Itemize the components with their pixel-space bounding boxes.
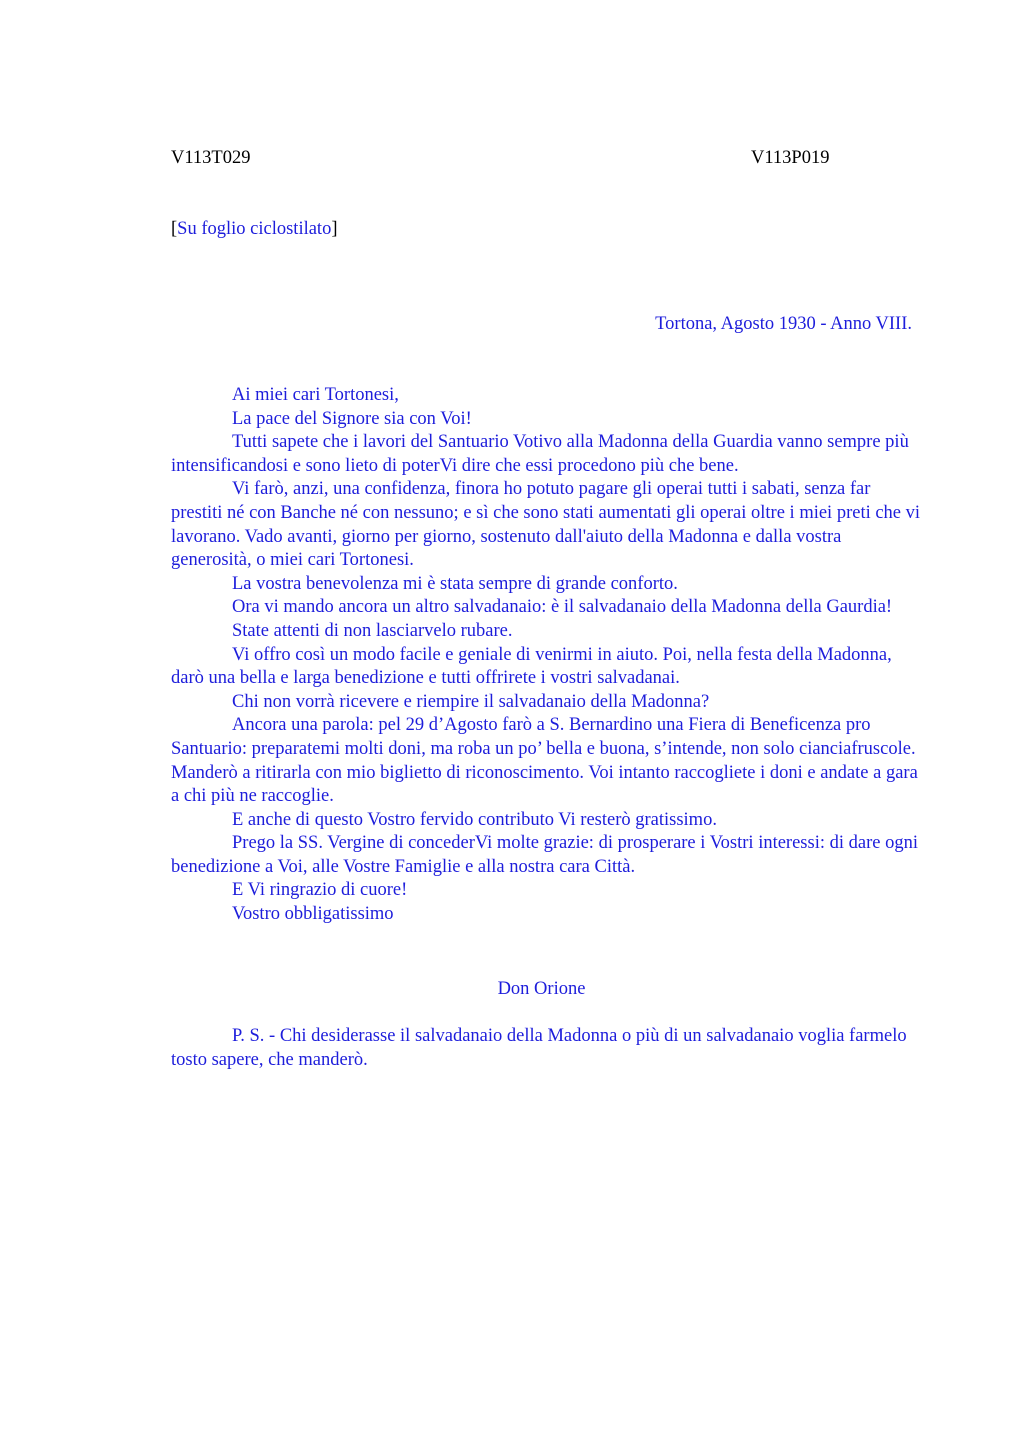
letter-paragraph: Tutti sapete che i lavori del Santuario Votivo alla Madonna della Guardia vanno sempre più intensificandosi e sono lieto di poterVi dire che essi procedono più che bene. [171,432,909,476]
letter-paragraph: State attenti di non lasciarvelo rubare. [232,620,513,641]
letter-paragraph: La pace del Signore sia con Voi! [232,408,472,429]
letter-paragraph: Ai miei cari Tortonesi, [232,385,399,405]
letter-paragraph: Ora vi mando ancora un altro salvadanaio: è il salvadanaio della Madonna della Gaurdia! [232,597,893,618]
signature: Don Orione [497,979,586,999]
postscript [171,1025,926,1072]
letter-paragraph: La vostra benevolenza mi è stata sempre di grande conforto. [232,573,678,594]
editorial-note [171,217,338,241]
letter-paragraph: Vi offro così un modo facile e geniale di venirmi in aiuto. Poi, nella festa della Madonna, darò una bella e larga benedizione e tutti offrirete i vostri salvadanai. [171,644,892,689]
document-code-left: V113T029 [171,148,251,168]
note-open-bracket: [ [171,219,178,239]
letter-paragraph: Vi farò, anzi, una confidenza, finora ho potuto pagare gli operai tutti i sabati, senza far prestiti né con Banche né con nessuno; e sì che sono stati aumentati gli operai oltre i miei preti che vi lavorano. Vado avanti, giorno per giorno, sostenuto dall'aiuto della Madonna e dalla vostra generosità, o miei cari Tortonesi. [171,479,921,571]
letter-paragraph: Chi non vorrà ricevere e riempire il salvadanaio della Madonna? [232,691,710,712]
note-text: Su foglio ciclostilato [177,219,332,239]
letter-paragraph: Prego la SS. Vergine di concederVi molte grazie: di prosperare i Vostri interessi: di dare ogni benedizione a Voi, alle Vostre Famiglie e alla nostra cara Città. [171,833,918,877]
letter-body [171,384,926,927]
postscript-text: P. S. - Chi desiderasse il salvadanaio della Madonna o più di un salvadanaio voglia farmelo tosto sapere, che manderò. [171,1026,907,1070]
letter-paragraph: Vostro obbligatissimo [232,904,394,925]
note-close-bracket: ] [331,219,338,239]
document-code-right: V113P019 [751,148,830,168]
letter-paragraph: E Vi ringrazio di cuore! [232,880,408,901]
letter-paragraph: Ancora una parola: pel 29 d’Agosto farò a S. Bernardino una Fiera di Beneficenza pro Santuario: preparatemi molti doni, ma roba un po’ bella e buona, s’intende, non solo cianciafruscole. Manderò a ritirarla con mio biglietto di riconoscimento. Voi intanto raccogliete i doni e andate a gara a chi più ne raccoglie. [171,715,918,807]
dateline: Tortona, Agosto 1930 - Anno VIII. [655,314,912,334]
letter-paragraph: E anche di questo Vostro fervido contributo Vi resterò gratissimo. [232,809,717,830]
